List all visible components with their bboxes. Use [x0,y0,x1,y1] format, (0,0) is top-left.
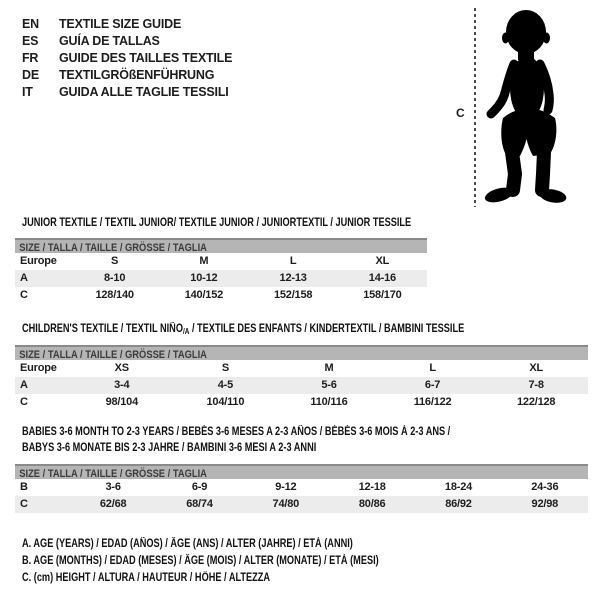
footnote-height-cm: C. (cm) HEIGHT / ALTURA / HAUTEUR / HÖHE / ALTEZZA [22,572,271,584]
row-label: A [20,272,28,284]
language-row-en [22,15,232,32]
height-cell: 62/68 [99,498,127,510]
size-cell: XL [375,255,390,267]
table-row-age-months [15,479,588,496]
children-table-title [22,322,464,336]
age-cell: 3-4 [114,379,130,391]
age-cell: 6-9 [191,481,208,493]
age-cell: 12-18 [358,481,386,493]
height-cell: 104/110 [206,396,245,408]
language-label: TEXTILE SIZE GUIDE [59,16,182,31]
age-cell: 24-36 [531,481,559,493]
language-code: EN [22,16,39,31]
size-header-row [15,345,588,360]
height-cell: 122/128 [516,396,556,408]
language-label: GUÍA DE TALLAS [59,33,160,48]
age-cell: 6-7 [424,379,441,391]
height-measure-label: C [456,106,465,120]
language-row-it [22,83,232,100]
age-cell: 14-16 [368,272,396,284]
children-title-subscript: /A [182,327,190,336]
height-cell: 86/92 [445,498,472,510]
height-cell: 140/152 [184,289,224,301]
age-cell: 4-5 [217,379,234,391]
junior-table [15,238,427,304]
height-cell: 92/98 [531,498,559,510]
language-code: ES [22,33,39,48]
language-code: FR [22,50,39,65]
toddler-silhouette-shapes [483,10,567,205]
age-cell: 5-6 [321,379,337,391]
height-measure-dotted-line [474,8,476,207]
height-cell: 80/86 [358,498,386,510]
language-row-es [22,32,232,49]
age-cell: 8-10 [104,272,126,284]
size-cell: L [289,255,297,267]
language-row-fr [22,49,232,66]
row-label: C [20,289,28,301]
height-cell: 110/116 [310,396,348,408]
size-cell: S [111,255,119,267]
language-code: DE [22,67,39,82]
row-label: C [20,396,28,408]
junior-table-title: JUNIOR TEXTILE / TEXTIL JUNIOR/ TEXTILE JUNIOR / JUNIORTEXTIL / JUNIOR TESSILE [22,217,412,229]
height-cell: 158/170 [363,289,402,301]
row-label: Europe [20,255,57,267]
age-cell: 10-12 [190,272,218,284]
size-header-row [15,464,588,479]
age-cell: 3-6 [105,481,121,493]
size-cell: XL [529,362,543,374]
age-cell: 18-24 [444,481,473,493]
size-cell: M [199,255,209,267]
height-cell: 74/80 [272,498,300,510]
table-row-age [15,270,427,287]
height-cell: 128/140 [95,289,134,301]
babies-table [15,464,588,513]
size-header-label: SIZE / TALLA / TAILLE / GRÖSSE / TAGLIA [19,468,207,479]
table-row-europe [15,360,588,377]
language-label: TEXTILGRÖßENFÜHRUNG [59,67,215,82]
language-code: IT [22,84,33,99]
row-label: A [20,379,28,391]
age-cell: 9-12 [275,481,297,493]
language-row-de [22,66,232,83]
size-header-label: SIZE / TALLA / TAILLE / GRÖSSE / TAGLIA [19,242,207,253]
language-label: GUIDE DES TAILLES TEXTILE [59,50,233,65]
size-cell: M [324,362,334,374]
age-cell: 12-13 [279,272,307,284]
babies-table-title-line2: BABYS 3-6 MONATE BIS 2-3 JAHRE / BAMBINI 3-6 MESI A 2-3 ANNI [22,442,317,454]
height-cell: 68/74 [186,498,213,510]
age-cell: 7-8 [528,379,544,391]
size-header-row [15,238,427,253]
row-label: C [20,498,28,510]
row-label: Europe [20,362,57,374]
height-cell: 116/122 [413,396,452,408]
toddler-silhouette-icon [482,6,574,206]
size-cell: XS [114,362,129,374]
height-cell: 98/104 [105,396,139,408]
table-row-height [15,394,588,411]
table-row-height [15,496,588,513]
row-label: B [20,481,28,493]
children-table [15,345,588,411]
table-row-height [15,287,427,304]
size-cell: S [221,362,229,374]
children-title-prefix: CHILDREN'S TEXTILE / TEXTIL NIÑO [22,323,183,335]
height-cell: 152/158 [273,289,313,301]
size-cell: L [429,362,436,374]
language-list [22,15,232,100]
table-row-europe [15,253,427,270]
size-header-label: SIZE / TALLA / TAILLE / GRÖSSE / TAGLIA [19,349,207,360]
children-title-suffix: / TEXTILE DES ENFANTS / KINDERTEXTIL / BAMBINI TESSILE [189,323,465,335]
table-row-age [15,377,588,394]
language-label: GUIDA ALLE TAGLIE TESSILI [59,84,229,99]
footnote-age-years: A. AGE (YEARS) / EDAD (AÑOS) / ÂGE (ANS) / ALTER (JAHRE) / ETÀ (ANNI) [22,538,353,550]
footnote-age-months: B. AGE (MONTHS) / EDAD (MESES) / ÂGE (MOIS) / ALTER (MONATE) / ETÀ (MESI) [22,555,379,567]
babies-table-title-line1: BABIES 3-6 MONTH TO 2-3 YEARS / BEBÉS 3-6 MESES A 2-3 AÑOS / BÉBÉS 3-6 MOIS À 2-3 ANS / [22,426,451,438]
